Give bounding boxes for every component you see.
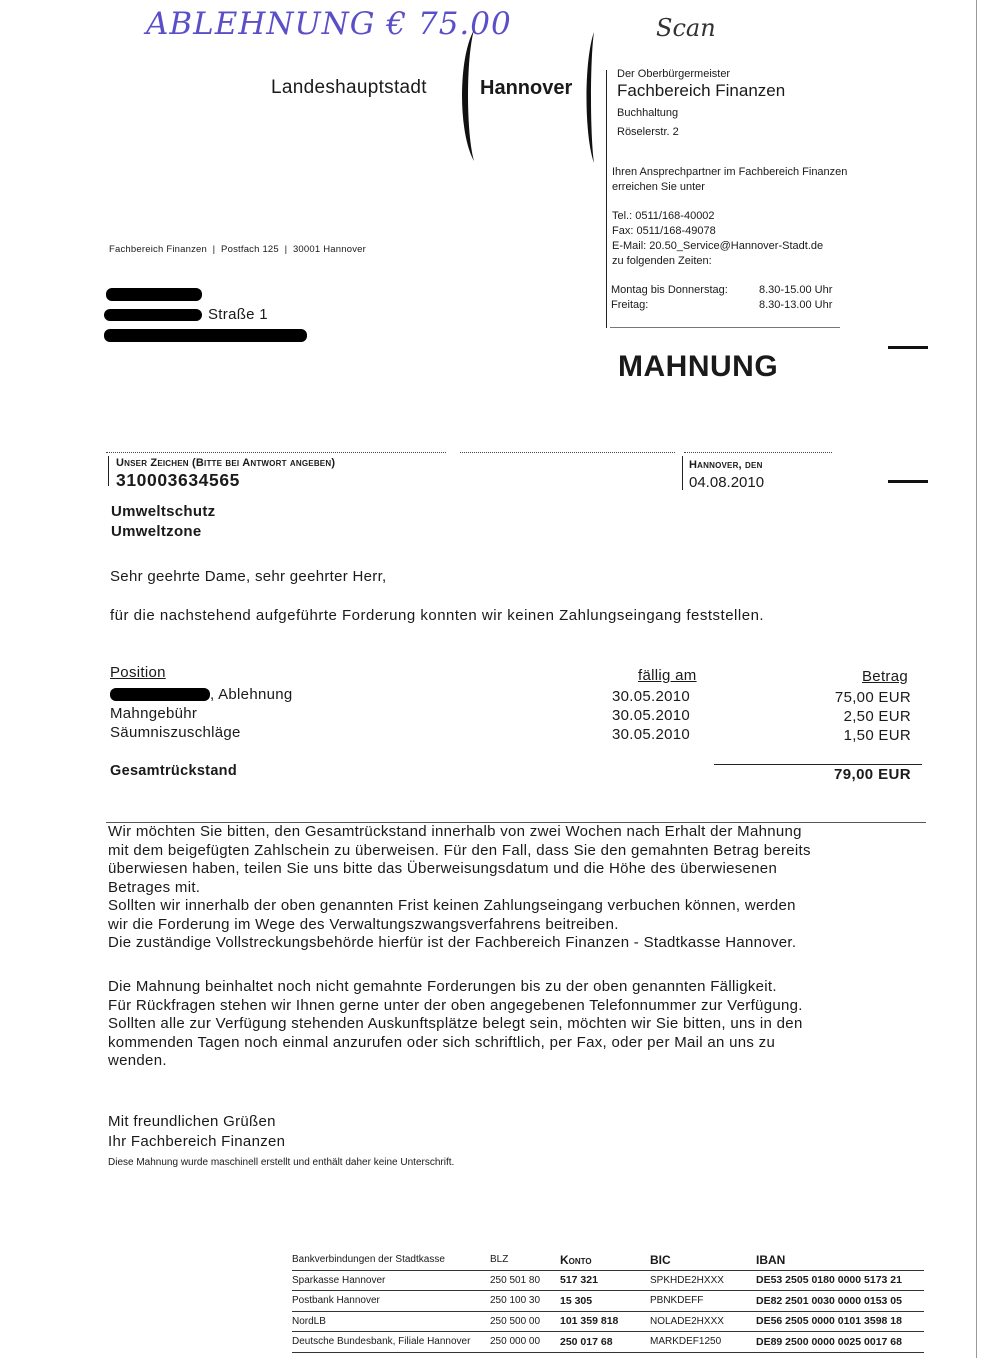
reference-dotted-rule-mid xyxy=(460,452,675,453)
body-line: wir die Forderung im Wege des Verwaltungszwangsverfahrens beitreiben. xyxy=(108,915,619,933)
claim-row-2-position: Mahngebühr xyxy=(110,705,198,722)
body-line: Sollten alle zur Verfügung stehenden Auskunftsplätze belegt sein, möchten wir Sie bitten, uns in den xyxy=(108,1015,803,1032)
salutation: Sehr geehrte Dame, sehr geehrter Herr, xyxy=(110,568,387,585)
department-title: Fachbereich Finanzen xyxy=(617,81,786,100)
bank-iban: DE89 2500 0000 0025 0017 68 xyxy=(756,1332,924,1353)
bank-bic: MARKDEF1250 xyxy=(650,1332,756,1353)
contact-tel: Tel.: 0511/168-40002 xyxy=(612,210,715,222)
city-name-right: Hannover xyxy=(480,77,573,99)
body-line: kommenden Tagen noch einmal anzurufen oder sich schriftlich, per Fax, oder per Mail an uns zu xyxy=(108,1033,776,1051)
bank-row xyxy=(292,1291,924,1312)
bank-konto: 15 305 xyxy=(560,1291,650,1312)
total-rule xyxy=(714,764,922,765)
bank-bic: PBNKDEFF xyxy=(650,1291,756,1312)
closing-line-1: Mit freundlichen Grüßen xyxy=(108,1113,276,1130)
bank-header-name: Bankverbindungen der Stadtkasse xyxy=(292,1250,490,1270)
bank-iban: DE82 2501 0030 0000 0153 05 xyxy=(756,1291,924,1312)
separator: | xyxy=(209,244,219,255)
claim-row-2-due: 30.05.2010 xyxy=(612,707,691,724)
redacted-recipient-street xyxy=(104,309,202,321)
bank-header-blz: BLZ xyxy=(490,1250,560,1270)
date-dotted-rule xyxy=(684,452,832,453)
col-header-due: fällig am xyxy=(638,667,697,684)
claim-row-3-amount: 1,50 EUR xyxy=(843,727,911,744)
bank-konto: 517 321 xyxy=(560,1270,650,1291)
bank-konto: 101 359 818 xyxy=(560,1311,650,1332)
city-name-left: Landeshauptstadt xyxy=(271,77,427,98)
bank-table xyxy=(292,1250,924,1353)
city-logo xyxy=(444,28,484,163)
machine-note: Diese Mahnung wurde maschinell erstellt und enthält daher keine Unterschrift. xyxy=(108,1157,455,1168)
hours-day-1: Montag bis Donnerstag: xyxy=(611,284,728,296)
bank-blz: 250 100 30 xyxy=(490,1291,560,1312)
body-line: Sollten wir innerhalb der oben genannten Frist keinen Zahlungseingang verbuchen können, werden xyxy=(108,897,796,914)
separator: | xyxy=(281,244,291,255)
body-paragraph-1 xyxy=(108,823,908,953)
handwritten-scan: Scan xyxy=(656,14,716,42)
claim-row-3-due: 30.05.2010 xyxy=(612,726,691,743)
bank-header-row xyxy=(292,1250,924,1270)
closing-line-2: Ihr Fachbereich Finanzen xyxy=(108,1133,286,1150)
bank-bic: SPKHDE2HXXX xyxy=(650,1270,756,1291)
bank-row xyxy=(292,1332,924,1353)
col-header-amount: Betrag xyxy=(862,668,908,685)
fold-mark-bottom xyxy=(888,480,928,483)
total-label: Gesamtrückstand xyxy=(110,763,237,779)
bank-name: Postbank Hannover xyxy=(292,1291,490,1312)
body-line: mit dem beigefügten Zahlschein zu überweisen. Für den Fall, dass Sie den gemahnten Betrag bereits xyxy=(108,841,811,859)
bank-blz: 250 000 00 xyxy=(490,1332,560,1353)
body-paragraph-2 xyxy=(108,978,908,1071)
contact-times-intro: zu folgenden Zeiten: xyxy=(612,255,712,267)
sender-box: Postfach 125 xyxy=(221,244,279,255)
hours-time-1: 8.30-15.00 Uhr xyxy=(759,284,833,296)
hours-time-2: 8.30-13.00 Uhr xyxy=(759,299,833,311)
date-value: 04.08.2010 xyxy=(689,474,765,491)
bank-name: NordLB xyxy=(292,1311,490,1332)
hours-day-2: Freitag: xyxy=(611,299,649,311)
body-line: wenden. xyxy=(108,1052,167,1069)
contact-intro-1: Ihren Ansprechpartner im Fachbereich Finanzen xyxy=(612,166,848,178)
body-line: Wir möchten Sie bitten, den Gesamtrückstand innerhalb von zwei Wochen nach Erhalt der Mahnung xyxy=(108,823,802,840)
body-line: Die zuständige Vollstreckungsbehörde hierfür ist der Fachbereich Finanzen - Stadtkasse Hannover. xyxy=(108,934,797,951)
contact-fax: Fax: 0511/168-49078 xyxy=(612,225,716,237)
sender-line xyxy=(109,244,366,255)
bank-bic: NOLADE2HXXX xyxy=(650,1311,756,1332)
unit-label: Buchhaltung xyxy=(617,107,679,119)
fold-mark-top xyxy=(888,346,928,349)
reference-label: Unser Zeichen (Bitte bei Antwort angeben) xyxy=(116,457,336,469)
bank-konto: 250 017 68 xyxy=(560,1332,650,1353)
subject-line-2: Umweltzone xyxy=(111,523,202,540)
mayor-label: Der Oberbürgermeister xyxy=(617,68,731,80)
bank-header-bic: BIC xyxy=(650,1250,756,1270)
claim-row-3-position: Säumniszuschläge xyxy=(110,724,241,741)
claim-row-1-position: , Ablehnung xyxy=(210,686,293,703)
date-bracket xyxy=(682,456,683,490)
redacted-recipient-city xyxy=(104,329,307,342)
street-label: Röselerstr. 2 xyxy=(617,126,679,138)
bank-name: Deutsche Bundesbank, Filiale Hannover xyxy=(292,1332,490,1353)
bank-name: Sparkasse Hannover xyxy=(292,1270,490,1291)
claim-row-1-due: 30.05.2010 xyxy=(612,688,691,705)
reference-number: 310003634565 xyxy=(116,470,240,490)
reference-dotted-rule xyxy=(106,452,446,453)
contact-divider xyxy=(606,70,607,328)
sender-dept: Fachbereich Finanzen xyxy=(109,244,207,255)
body-line: Betrages mit. xyxy=(108,878,201,896)
intro-text: für die nachstehend aufgeführte Forderung konnten wir keinen Zahlungseingang feststellen. xyxy=(110,607,765,624)
col-header-position: Position xyxy=(110,664,166,681)
recipient-street-suffix: Straße 1 xyxy=(208,306,268,323)
bank-header-konto: Konto xyxy=(560,1250,650,1270)
redacted-position xyxy=(110,688,210,701)
scan-edge xyxy=(976,0,977,1358)
bank-iban: DE56 2505 0000 0101 3598 18 xyxy=(756,1311,924,1332)
bank-row xyxy=(292,1270,924,1291)
reference-bracket xyxy=(108,456,109,486)
claim-row-2-amount: 2,50 EUR xyxy=(843,708,911,725)
bank-blz: 250 500 00 xyxy=(490,1311,560,1332)
document-title: MAHNUNG xyxy=(618,350,779,383)
bank-blz: 250 501 80 xyxy=(490,1270,560,1291)
sender-city: 30001 Hannover xyxy=(292,244,367,255)
redacted-recipient-name xyxy=(106,288,202,301)
body-line: Für Rückfragen stehen wir Ihnen gerne unter der oben angegebenen Telefonnummer zur Verfügung. xyxy=(108,996,803,1014)
claim-row-1-amount: 75,00 EUR xyxy=(834,689,911,706)
bank-row xyxy=(292,1311,924,1332)
contact-intro-2: erreichen Sie unter xyxy=(612,181,705,193)
body-line: Die Mahnung beinhaltet noch nicht gemahnte Forderungen bis zu der oben genannten Fälligkeit. xyxy=(108,978,777,995)
contact-email: E-Mail: 20.50_Service@Hannover-Stadt.de xyxy=(612,240,824,252)
bank-iban: DE53 2505 0180 0000 5173 21 xyxy=(756,1270,924,1291)
handwritten-note: ABLEHNUNG € 75.00 xyxy=(146,6,512,42)
bank-header-iban: IBAN xyxy=(756,1250,924,1270)
subject-line-1: Umweltschutz xyxy=(111,503,216,520)
body-line: überwiesen haben, teilen Sie uns bitte das Überweisungsdatum und die Höhe des überwiesenen xyxy=(108,860,778,877)
contact-bottom-rule xyxy=(610,327,840,328)
total-amount: 79,00 EUR xyxy=(834,766,911,783)
date-label: Hannover, den xyxy=(689,459,763,471)
